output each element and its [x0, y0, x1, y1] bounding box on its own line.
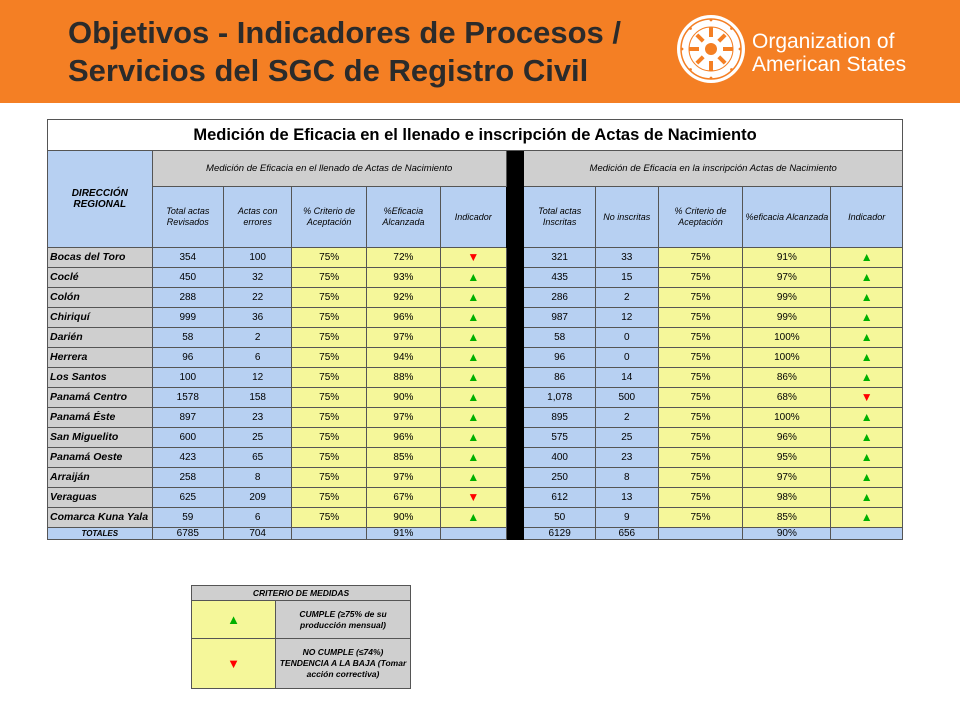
- col-header-criterio-2: % Criterio de Aceptación: [658, 187, 743, 248]
- eficacia-alcanzada-2: 85%: [743, 508, 831, 528]
- total-inscritas: 435: [524, 268, 596, 288]
- triangle-down-icon: ▼: [440, 488, 506, 508]
- region-name: Los Santos: [48, 368, 153, 388]
- actas-errores: 6: [224, 508, 292, 528]
- criterio-aceptacion-1: 75%: [292, 508, 367, 528]
- criterio-aceptacion-2: 75%: [658, 248, 743, 268]
- criterio-aceptacion-2: 75%: [658, 488, 743, 508]
- actas-errores: 158: [224, 388, 292, 408]
- region-name: Bocas del Toro: [48, 248, 153, 268]
- total-indicador-2: [831, 528, 903, 540]
- col-header-no-inscritas: No inscritas: [595, 187, 658, 248]
- criterio-aceptacion-1: 75%: [292, 348, 367, 368]
- column-separator: [506, 388, 524, 408]
- total-inscritas: 58: [524, 328, 596, 348]
- org-name-line-1: Organization of: [752, 30, 895, 53]
- total-inscritas: 50: [524, 508, 596, 528]
- table-row: [48, 288, 903, 308]
- region-name: Darién: [48, 328, 153, 348]
- triangle-up-icon: ▲: [440, 408, 506, 428]
- no-inscritas: 8: [595, 468, 658, 488]
- total-no-inscritas: 656: [595, 528, 658, 540]
- triangle-up-icon: ▲: [440, 508, 506, 528]
- total-eficacia-1: 91%: [367, 528, 441, 540]
- total-revisados: 96: [152, 348, 224, 368]
- triangle-up-icon: ▲: [440, 268, 506, 288]
- table-row: [48, 368, 903, 388]
- criterio-aceptacion-2: 75%: [658, 388, 743, 408]
- oas-seal-icon: [676, 14, 746, 84]
- eficacia-alcanzada-1: 72%: [367, 248, 441, 268]
- column-separator: [506, 288, 524, 308]
- efficacy-table: [47, 119, 903, 540]
- no-inscritas: 12: [595, 308, 658, 328]
- criterio-aceptacion-1: 75%: [292, 468, 367, 488]
- triangle-up-icon: ▲: [440, 428, 506, 448]
- no-inscritas: 23: [595, 448, 658, 468]
- actas-errores: 209: [224, 488, 292, 508]
- total-revisados: 450: [152, 268, 224, 288]
- table-row: [48, 408, 903, 428]
- eficacia-alcanzada-1: 90%: [367, 388, 441, 408]
- triangle-up-icon: ▲: [831, 428, 903, 448]
- no-inscritas: 500: [595, 388, 658, 408]
- totals-label: TOTALES: [48, 528, 153, 540]
- region-name: Panamá Centro: [48, 388, 153, 408]
- col-header-indicador-1: Indicador: [440, 187, 506, 248]
- triangle-down-icon: ▼: [831, 388, 903, 408]
- triangle-down-icon: ▼: [440, 248, 506, 268]
- total-errores: 704: [224, 528, 292, 540]
- table-row: [48, 508, 903, 528]
- column-separator: [506, 448, 524, 468]
- total-revisados: 625: [152, 488, 224, 508]
- no-inscritas: 33: [595, 248, 658, 268]
- actas-errores: 8: [224, 468, 292, 488]
- triangle-up-icon: ▲: [831, 248, 903, 268]
- table-row: [48, 388, 903, 408]
- actas-errores: 100: [224, 248, 292, 268]
- triangle-up-icon: ▲: [831, 468, 903, 488]
- triangle-up-icon: ▲: [440, 288, 506, 308]
- column-separator: [506, 368, 524, 388]
- criterio-aceptacion-2: 75%: [658, 328, 743, 348]
- triangle-up-icon: ▲: [440, 348, 506, 368]
- no-inscritas: 14: [595, 368, 658, 388]
- total-revisados: 354: [152, 248, 224, 268]
- triangle-up-icon: ▲: [831, 448, 903, 468]
- criterio-aceptacion-1: 75%: [292, 288, 367, 308]
- triangle-up-icon: ▲: [440, 468, 506, 488]
- column-separator: [506, 488, 524, 508]
- legend-title: CRITERIO DE MEDIDAS: [192, 586, 411, 601]
- eficacia-alcanzada-2: 100%: [743, 328, 831, 348]
- no-inscritas: 25: [595, 428, 658, 448]
- eficacia-alcanzada-1: 67%: [367, 488, 441, 508]
- criterio-aceptacion-2: 75%: [658, 368, 743, 388]
- criterio-aceptacion-1: 75%: [292, 408, 367, 428]
- totals-row: [48, 528, 903, 540]
- triangle-up-icon: ▲: [440, 328, 506, 348]
- no-inscritas: 0: [595, 328, 658, 348]
- eficacia-alcanzada-2: 100%: [743, 348, 831, 368]
- eficacia-alcanzada-2: 100%: [743, 408, 831, 428]
- total-revisados: 999: [152, 308, 224, 328]
- table-row: [48, 448, 903, 468]
- total-inscritas: 96: [524, 348, 596, 368]
- eficacia-alcanzada-2: 97%: [743, 468, 831, 488]
- triangle-up-icon: ▲: [831, 408, 903, 428]
- eficacia-alcanzada-1: 85%: [367, 448, 441, 468]
- total-revisados: 258: [152, 468, 224, 488]
- criterio-aceptacion-2: 75%: [658, 308, 743, 328]
- no-inscritas: 2: [595, 408, 658, 428]
- triangle-up-icon: ▲: [831, 348, 903, 368]
- total-inscritas: 1,078: [524, 388, 596, 408]
- criterio-aceptacion-1: 75%: [292, 268, 367, 288]
- eficacia-alcanzada-2: 98%: [743, 488, 831, 508]
- total-inscritas: 86: [524, 368, 596, 388]
- actas-errores: 6: [224, 348, 292, 368]
- total-inscritas: 400: [524, 448, 596, 468]
- total-inscritas: 895: [524, 408, 596, 428]
- region-name: Panamá Oeste: [48, 448, 153, 468]
- table-row: [48, 328, 903, 348]
- total-revisados: 288: [152, 288, 224, 308]
- eficacia-alcanzada-1: 93%: [367, 268, 441, 288]
- region-name: Coclé: [48, 268, 153, 288]
- total-inscritas: 987: [524, 308, 596, 328]
- actas-errores: 2: [224, 328, 292, 348]
- criterio-aceptacion-2: 75%: [658, 288, 743, 308]
- region-name: San Miguelito: [48, 428, 153, 448]
- triangle-up-icon: ▲: [440, 308, 506, 328]
- column-separator: [506, 248, 524, 268]
- actas-errores: 23: [224, 408, 292, 428]
- no-inscritas: 15: [595, 268, 658, 288]
- region-name: Chiriquí: [48, 308, 153, 328]
- page-title: [68, 14, 668, 90]
- eficacia-alcanzada-1: 90%: [367, 508, 441, 528]
- column-separator: [506, 348, 524, 368]
- eficacia-alcanzada-2: 86%: [743, 368, 831, 388]
- column-separator: [506, 308, 524, 328]
- region-header: DIRECCIÓN REGIONAL: [48, 151, 153, 248]
- actas-errores: 22: [224, 288, 292, 308]
- actas-errores: 25: [224, 428, 292, 448]
- title-line-2: Servicios del SGC de Registro Civil: [68, 53, 589, 88]
- total-inscritas: 575: [524, 428, 596, 448]
- region-name: Colón: [48, 288, 153, 308]
- criterio-aceptacion-2: 75%: [658, 348, 743, 368]
- organization-name: [752, 30, 906, 76]
- triangle-up-icon: ▲: [831, 368, 903, 388]
- eficacia-alcanzada-1: 94%: [367, 348, 441, 368]
- col-header-total-inscritas: Total actas Inscritas: [524, 187, 596, 248]
- table-row: [48, 348, 903, 368]
- table-row: [48, 268, 903, 288]
- criterio-aceptacion-2: 75%: [658, 508, 743, 528]
- eficacia-alcanzada-1: 96%: [367, 308, 441, 328]
- eficacia-alcanzada-1: 97%: [367, 468, 441, 488]
- criterio-aceptacion-1: 75%: [292, 308, 367, 328]
- region-name: Panamá Éste: [48, 408, 153, 428]
- total-revisados: 6785: [152, 528, 224, 540]
- region-name: Arraiján: [48, 468, 153, 488]
- col-header-actas-errores: Actas con errores: [224, 187, 292, 248]
- column-separator: [506, 268, 524, 288]
- no-inscritas: 0: [595, 348, 658, 368]
- criterio-aceptacion-1: 75%: [292, 488, 367, 508]
- criterio-aceptacion-1: 75%: [292, 448, 367, 468]
- column-separator: [506, 468, 524, 488]
- total-inscritas: 286: [524, 288, 596, 308]
- total-revisados: 423: [152, 448, 224, 468]
- eficacia-alcanzada-1: 88%: [367, 368, 441, 388]
- criterio-aceptacion-1: 75%: [292, 368, 367, 388]
- table-row: [48, 468, 903, 488]
- triangle-up-icon: ▲: [440, 388, 506, 408]
- eficacia-alcanzada-2: 97%: [743, 268, 831, 288]
- eficacia-alcanzada-2: 91%: [743, 248, 831, 268]
- actas-errores: 36: [224, 308, 292, 328]
- criterio-aceptacion-2: 75%: [658, 428, 743, 448]
- org-name-line-2: American States: [752, 53, 907, 76]
- legend-text-cumple: CUMPLE (≥75% de su producción mensual): [276, 601, 411, 639]
- criterio-aceptacion-2: 75%: [658, 468, 743, 488]
- no-inscritas: 2: [595, 288, 658, 308]
- triangle-up-icon: ▲: [440, 368, 506, 388]
- eficacia-alcanzada-1: 97%: [367, 408, 441, 428]
- eficacia-alcanzada-1: 92%: [367, 288, 441, 308]
- col-header-eficacia-1: %Eficacia Alcanzada: [367, 187, 441, 248]
- table-body: [48, 248, 903, 528]
- region-name: Veraguas: [48, 488, 153, 508]
- total-revisados: 1578: [152, 388, 224, 408]
- table-row: [48, 488, 903, 508]
- criterio-aceptacion-1: 75%: [292, 248, 367, 268]
- region-name: Herrera: [48, 348, 153, 368]
- criterio-aceptacion-2: 75%: [658, 408, 743, 428]
- no-inscritas: 9: [595, 508, 658, 528]
- total-criterio-1: [292, 528, 367, 540]
- total-revisados: 58: [152, 328, 224, 348]
- triangle-up-icon: ▲: [831, 488, 903, 508]
- triangle-up-icon: ▲: [831, 308, 903, 328]
- column-separator: [506, 151, 524, 248]
- triangle-up-icon: ▲: [831, 328, 903, 348]
- col-header-total-revisados: Total actas Revisados: [152, 187, 224, 248]
- table-row: [48, 248, 903, 268]
- eficacia-alcanzada-1: 96%: [367, 428, 441, 448]
- total-indicador-1: [440, 528, 506, 540]
- total-criterio-2: [658, 528, 743, 540]
- criterio-aceptacion-2: 75%: [658, 448, 743, 468]
- table-row: [48, 308, 903, 328]
- legend-table: [191, 585, 411, 689]
- total-revisados: 100: [152, 368, 224, 388]
- triangle-down-icon: ▼: [192, 639, 276, 689]
- legend-text-no-cumple: NO CUMPLE (≤74%) TENDENCIA A LA BAJA (Tomar acción correctiva): [276, 639, 411, 689]
- criterio-aceptacion-1: 75%: [292, 328, 367, 348]
- triangle-up-icon: ▲: [831, 508, 903, 528]
- actas-errores: 32: [224, 268, 292, 288]
- eficacia-alcanzada-2: 68%: [743, 388, 831, 408]
- total-eficacia-2: 90%: [743, 528, 831, 540]
- column-separator: [506, 408, 524, 428]
- total-inscritas: 321: [524, 248, 596, 268]
- region-name: Comarca Kuna Yala: [48, 508, 153, 528]
- triangle-up-icon: ▲: [440, 448, 506, 468]
- column-separator: [506, 528, 524, 540]
- criterio-aceptacion-2: 75%: [658, 268, 743, 288]
- col-header-indicador-2: Indicador: [831, 187, 903, 248]
- actas-errores: 65: [224, 448, 292, 468]
- triangle-up-icon: ▲: [192, 601, 276, 639]
- table-title: Medición de Eficacia en el llenado e inscripción de Actas de Nacimiento: [48, 120, 903, 151]
- total-revisados: 897: [152, 408, 224, 428]
- total-revisados: 600: [152, 428, 224, 448]
- table-row: [48, 428, 903, 448]
- total-revisados: 59: [152, 508, 224, 528]
- header-banner: [0, 0, 960, 103]
- title-line-1: Objetivos - Indicadores de Procesos /: [68, 15, 622, 50]
- total-inscritas: 250: [524, 468, 596, 488]
- no-inscritas: 13: [595, 488, 658, 508]
- total-inscritas: 6129: [524, 528, 596, 540]
- eficacia-alcanzada-2: 96%: [743, 428, 831, 448]
- eficacia-alcanzada-2: 99%: [743, 288, 831, 308]
- criterio-aceptacion-1: 75%: [292, 388, 367, 408]
- group-header-llenado: Medición de Eficacia en el llenado de Actas de Nacimiento: [152, 151, 506, 187]
- triangle-up-icon: ▲: [831, 288, 903, 308]
- actas-errores: 12: [224, 368, 292, 388]
- group-header-inscripcion: Medición de Eficacia en la inscripción Actas de Nacimiento: [524, 151, 903, 187]
- column-separator: [506, 328, 524, 348]
- total-inscritas: 612: [524, 488, 596, 508]
- column-separator: [506, 508, 524, 528]
- triangle-up-icon: ▲: [831, 268, 903, 288]
- eficacia-alcanzada-1: 97%: [367, 328, 441, 348]
- column-separator: [506, 428, 524, 448]
- eficacia-alcanzada-2: 99%: [743, 308, 831, 328]
- eficacia-alcanzada-2: 95%: [743, 448, 831, 468]
- criterio-aceptacion-1: 75%: [292, 428, 367, 448]
- col-header-criterio-1: % Criterio de Aceptación: [292, 187, 367, 248]
- col-header-eficacia-2: %eficacia Alcanzada: [743, 187, 831, 248]
